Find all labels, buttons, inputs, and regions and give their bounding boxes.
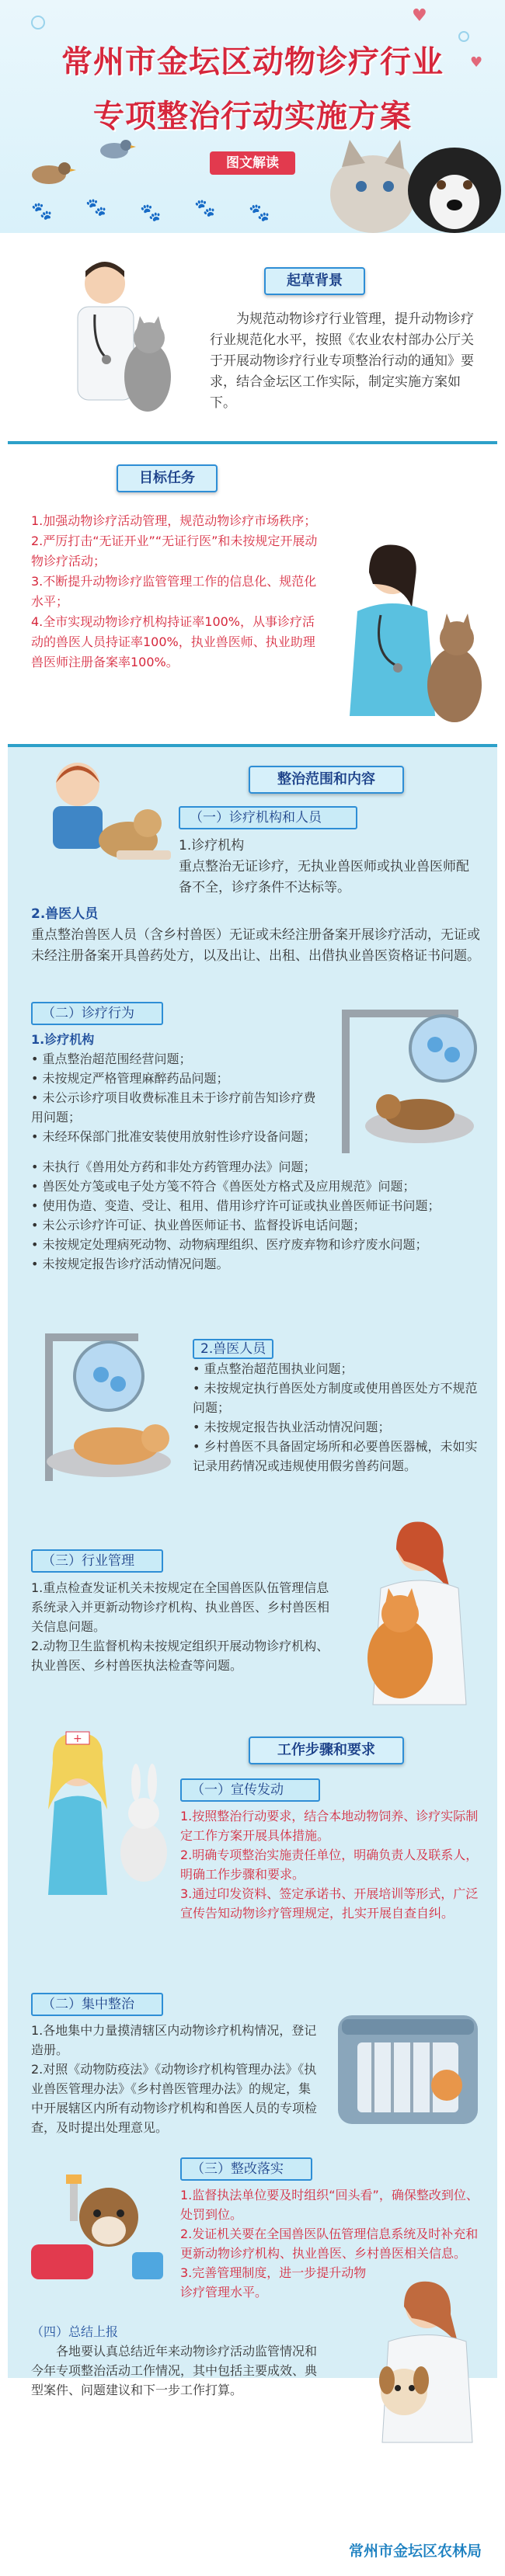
page-title: 常州市金坛区动物诊疗行业 [61,44,444,80]
scope-sub2-item1-title: 1.诊疗机构 [31,1032,95,1047]
goals-section [0,444,505,739]
vet-with-cat-illustration [54,252,186,431]
scope-sub2-item1-9: 未按规定报告诊疗活动情况问题。 [42,1257,229,1271]
vet-with-dog-illustration [342,2275,489,2446]
scope-sub2-item1-3: 未经环保部门批准安装使用放射性诊疗设备问题； [42,1129,316,1144]
steps-sub1-title: （一）宣传发动 [180,1778,320,1802]
scope-sub2-list-item: • 未经环保部门批准安装使用放射性诊疗设备问题； [31,1129,316,1144]
goals-list [31,511,319,673]
scope-sub2-list-item: • 乡村兽医不具备固定场所和必要兽医器械，未如实记录用药情况或违规使用假劣兽药问题。 [193,1439,478,1473]
scope-sub2-item2-0: 重点整治超范围执业问题； [204,1361,354,1376]
scope-sub2-list-item: • 未执行《兽用处方药和非处方药管理办法》问题； [31,1159,316,1174]
paw-print-icon: 🐾 [249,203,270,223]
scope-sub2-item1-5: 兽医处方笺或电子处方笺不符合《兽医处方格式及应用规范》问题； [42,1179,416,1194]
scope-sub2-item1-6: 使用伪造、变造、受让、租用、借用诊疗许可证或执业兽医师证书问题； [42,1198,441,1213]
goal-item: 2.严厉打击“无证开业”“无证行医”和未按规定开展动物诊疗活动； [31,534,318,568]
scope-sub1-item1 [179,836,482,899]
vet-holding-cat-illustration [326,537,489,724]
scope-sub2-list-item: • 兽医处方笺或电子处方笺不符合《兽医处方格式及应用规范》问题； [31,1179,416,1194]
paw-print-icon: 🐾 [140,203,162,223]
page-subtitle: 专项整治行动实施方案 [93,99,412,134]
scope-sub1-item2-text: 重点整治兽医人员（含乡村兽医）无证或未经注册备案开展诊疗活动，无证或未经注册备案开具兽药处方，以及出让、出租、出借执业兽医资格证书问题。 [31,927,480,964]
scope-sub1-item1-title: 1.诊疗机构 [179,838,245,853]
scope-sub2-list-item: • 未公示诊疗项目收费标准且未于诊疗前告知诊疗费用问题； [31,1090,316,1125]
background-heading: 起草背景 [264,267,365,295]
scope-sub2-item1-4: 未执行《兽用处方药和非处方药管理办法》问题； [42,1159,316,1174]
steps-sub4-text: 各地要认真总结近年来动物诊疗活动监管情况和今年专项整治活动工作情况，其中包括主要成效、典型案件、问题建议和下一步工作打算。 [31,2344,318,2397]
nurse-with-rabbit-illustration [23,1716,179,1903]
steps-sub4 [31,2322,326,2400]
steps-sub2-item: 2.对照《动物防疫法》《动物诊疗机构管理办法》《执业兽医管理办法》《乡村兽医管理办法》的规定，集中开展辖区内所有动物诊疗机构和兽医人员的专项检查，及时提出处理意见。 [31,2062,318,2135]
scope-sub3-item: 1.重点检查发证机关未按规定在全国兽医队伍管理信息系统录入并更新动物诊疗机构、执业兽医、乡村兽医相关信息问题。 [31,1580,330,1634]
steps-heading: 工作步骤和要求 [249,1736,404,1764]
scope-sub2-item1-2: 未公示诊疗项目收费标准且未于诊疗前告知诊疗费用问题； [31,1090,316,1125]
steps-sub4-title: （四）总结上报 [31,2324,119,2339]
scope-sub1-title: （一）诊疗机构和人员 [179,806,357,829]
scope-sub1-item1-text: 重点整治无证诊疗，无执业兽医师或执业兽医师配备不全，诊疗条件不达标等。 [179,859,469,895]
scope-sub2-item1 [31,1030,319,1146]
pet-supplies-dog-illustration [23,2159,171,2291]
scope-sub2-item1-8: 未按规定处理病死动物、动物病理组织、医疗废弃物和诊疗废水问题； [42,1237,428,1252]
scope-sub2-list-item: • 重点整治超范围执业问题； [193,1361,354,1376]
bird-icon [93,134,136,165]
paw-print-icon: 🐾 [85,198,107,217]
xray-dog-illustration [326,1002,489,1157]
heart-icon: ♥ [412,6,427,26]
scope-heading: 整治范围和内容 [249,766,404,794]
background-text: 为规范动物诊疗行业管理，提升动物诊疗行业规范化水平，按照《农业农村部办公厅关于开展动物诊疗行业专项整治行动的通知》要求，结合金坛区工作实际，制定实施方案如下。 [210,311,474,411]
scope-sub2-list-item: • 未公示诊疗许可证、执业兽医师证书、监督投诉电话问题； [31,1218,366,1232]
goal-item: 1.加强动物诊疗活动管理，规范动物诊疗市场秩序； [31,513,317,528]
scope-sub2-list-item: • 未按规定报告执业活动情况问题； [193,1420,391,1434]
steps-sub1-item: 2.明确专项整治实施责任单位，明确负责人及联系人，明确工作步骤和要求。 [180,1848,479,1882]
pet-carrier-illustration [326,2000,489,2140]
scope-sub2-list-item: • 未按规定执行兽医处方制度或使用兽医处方不规范问题； [193,1381,478,1415]
scope-sub2-item2-2: 未按规定报告执业活动情况问题； [204,1420,391,1434]
steps-sub2-list [31,2021,319,2137]
scope-sub2-item1-1: 未按规定严格管理麻醉药品问题； [42,1071,229,1086]
scope-sub2-item1-cont [31,1157,482,1274]
paw-print-icon: 🐾 [31,202,53,221]
scope-sub2-list-item: • 未按规定处理病死动物、动物病理组织、医疗废弃物和诊疗废水问题； [31,1237,428,1252]
child-with-dog-illustration [31,753,171,870]
steps-sub1-item: 1.按照整治行动要求，结合本地动物饲养、诊疗实际制定工作方案开展具体措施。 [180,1809,479,1843]
scope-sub3-title: （三）行业管理 [31,1549,163,1573]
scope-sub2-item2-title [193,1339,484,1359]
scope-sub3-item: 2.动物卫生监督机构未按规定组织开展动物诊疗机构、执业兽医、乡村兽医执法检查等问题。 [31,1639,329,1673]
scope-sub2-item1-0: 重点整治超范围经营问题； [42,1052,192,1066]
steps-sub3-title: （三）整改落实 [180,2157,312,2181]
goal-item: 4.全市实现动物诊疗机构持证率100%，从事诊疗活动的兽医人员持证率100%，执业兽医师、执业助理兽医师注册备案率100%。 [31,614,315,669]
header-bubble-icon [31,16,45,30]
scope-sub2-item2 [193,1339,484,1476]
goal-item: 3.不断提升动物诊疗监管管理工作的信息化、规范化水平； [31,574,317,609]
steps-sub1-list [180,1806,487,1923]
scope-sub2-item2-title-text: 2.兽医人员 [193,1339,273,1359]
vet-with-cat-illustration-2 [334,1514,489,1709]
scope-sub2-list-item: • 使用伪造、变造、受让、租用、借用诊疗许可证或执业兽医师证书问题； [31,1198,441,1213]
svg-text:+: + [73,1733,82,1745]
scope-sub2-item2-1: 未按规定执行兽医处方制度或使用兽医处方不规范问题； [193,1381,478,1415]
scope-sub1-item2 [31,904,482,967]
steps-sub3-item: 1.监督执法单位要及时组织“回头看”，确保整改到位、处罚到位。 [180,2188,479,2222]
scope-sub3-list [31,1578,334,1675]
steps-sub1-item: 3.通过印发资料、签定承诺书、开展培训等形式，广泛宣传告知动物诊疗管理规定，扎实开展自查自纠。 [180,1886,479,1921]
interpret-badge: 图文解读 [210,151,295,175]
header-banner [0,0,505,233]
xray-cat-illustration [31,1330,186,1485]
paw-print-icon: 🐾 [194,199,216,218]
scope-sub2-list-item: • 重点整治超范围经营问题； [31,1052,192,1066]
steps-sub2-item: 1.各地集中力量摸清辖区内动物诊疗机构情况，登记造册。 [31,2023,317,2057]
scope-sub2-item2-3: 乡村兽医不具备固定场所和必要兽医器械，未如实记录用药情况或违规使用假劣兽药问题。 [193,1439,478,1473]
steps-sub3-item: 3.完善管理制度，进一步提升动物诊疗管理水平。 [180,2265,367,2300]
scope-sub2-list-item: • 未按规定严格管理麻醉药品问题； [31,1071,229,1086]
scope-sub2-item1-7: 未公示诊疗许可证、执业兽医师证书、监督投诉电话问题； [42,1218,366,1232]
scope-sub1-item2-title: 2.兽医人员 [31,906,99,922]
background-section [0,233,505,443]
goals-heading: 目标任务 [117,464,218,492]
steps-sub2-title: （二）集中整治 [31,1993,163,2016]
heart-icon: ♥ [470,54,483,71]
footer-org: 常州市金坛区农林局 [348,2543,482,2560]
bird-icon [22,155,76,190]
scope-sub2-title: （二）诊疗行为 [31,1002,163,1025]
cat-and-dog-image [319,124,505,233]
scope-sub2-list-item: • 未按规定报告诊疗活动情况问题。 [31,1257,229,1271]
steps-sub3-item: 2.发证机关要在全国兽医队伍管理信息系统及时补充和更新动物诊疗机构、执业兽医、乡村兽医相关信息。 [180,2227,479,2261]
